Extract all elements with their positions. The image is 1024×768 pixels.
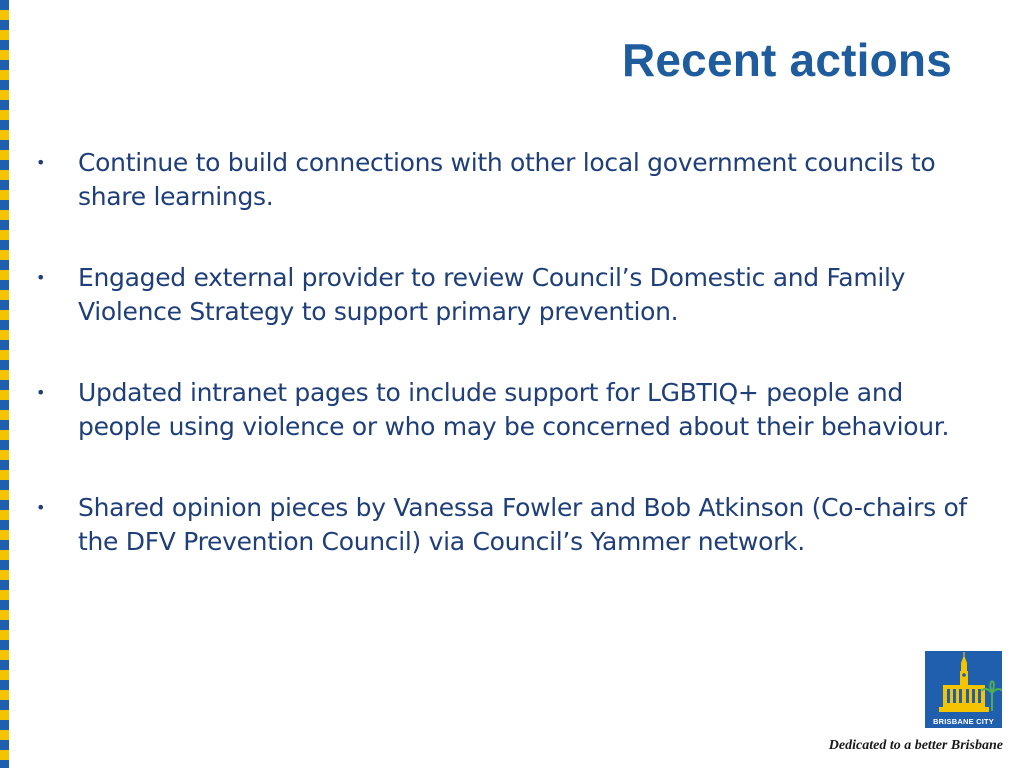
bullet-item (36, 146, 976, 214)
bullet-text: Updated intranet pages to include support for LGBTIQ+ people and people using violence or who may be concerned about their behaviour. (78, 378, 950, 441)
bullet-item (36, 261, 976, 329)
bullet-item (36, 491, 976, 559)
bullet-list (36, 146, 976, 606)
bullet-text: Continue to build connections with other local government councils to share learnings. (78, 148, 936, 211)
bullet-marker: • (36, 268, 46, 287)
bullet-marker: • (36, 153, 46, 172)
bullet-item (36, 376, 976, 444)
bullet-marker: • (36, 383, 46, 402)
brisbane-city-logo (925, 651, 1002, 728)
decorative-side-stripe (0, 0, 9, 768)
city-hall-building-icon (925, 651, 1002, 717)
slide-title: Recent actions (621, 34, 952, 86)
bullet-text: Shared opinion pieces by Vanessa Fowler and Bob Atkinson (Co-chairs of the DFV Prevention Council) via Council’s Yammer network. (78, 493, 967, 556)
logo-label: BRISBANE CITY (933, 717, 994, 726)
bullet-marker: • (36, 498, 46, 517)
bullet-text: Engaged external provider to review Council’s Domestic and Family Violence Strategy to support primary prevention. (78, 263, 906, 326)
tagline: Dedicated to a better Brisbane (828, 738, 1003, 753)
